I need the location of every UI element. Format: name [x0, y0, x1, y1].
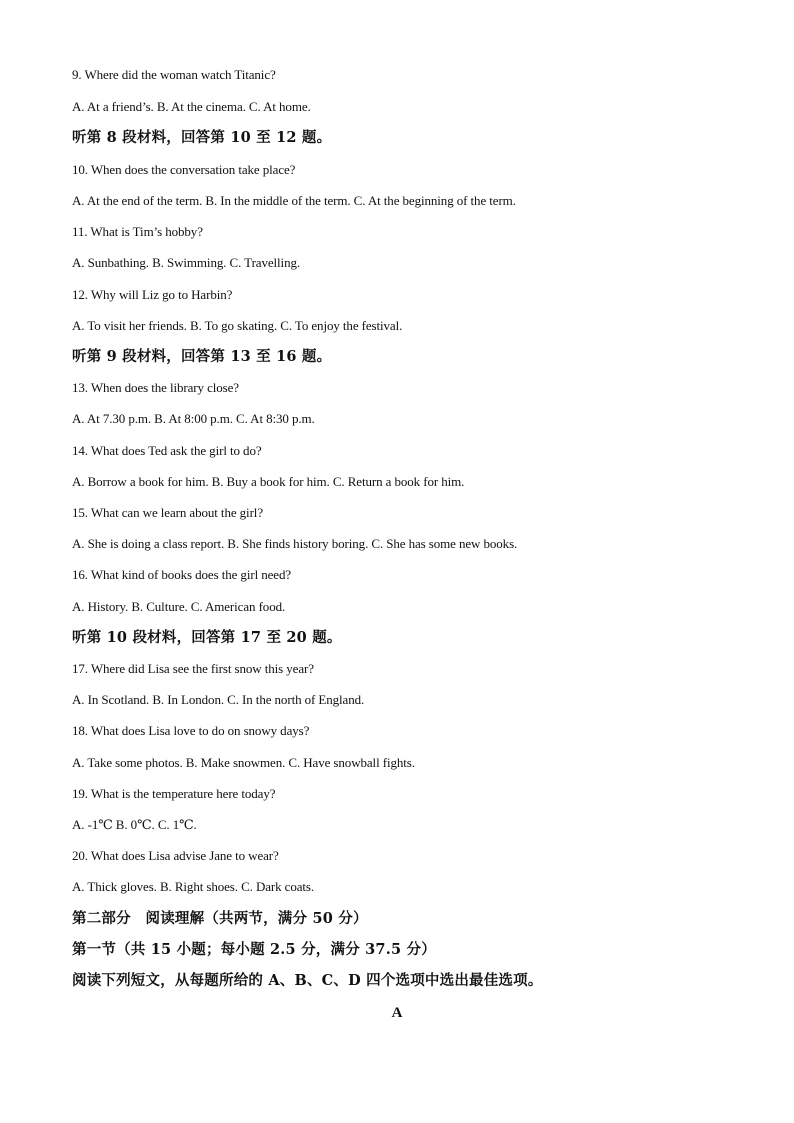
options-10: A. At the end of the term. B. In the middle of the term. C. At the beginning of the term. [72, 193, 516, 208]
question-17: 17. Where did Lisa see the first snow this year? [72, 661, 314, 676]
section-one-heading: 第一节（共 15 小题；每小题 2.5 分，满分 37.5 分） [72, 941, 436, 958]
question-19: 19. What is the temperature here today? [72, 786, 276, 801]
options-17: A. In Scotland. B. In London. C. In the north of England. [72, 692, 365, 707]
options-11: A. Sunbathing. B. Swimming. C. Travelling. [72, 255, 301, 270]
options-12: A. To visit her friends. B. To go skating. C. To enjoy the festival. [72, 318, 403, 333]
options-15: A. She is doing a class report. B. She finds history boring. C. She has some new books. [72, 536, 518, 551]
question-9: 9. Where did the woman watch Titanic? [72, 67, 276, 82]
question-11: 11. What is Tim’s hobby? [72, 224, 203, 239]
options-18: A. Take some photos. B. Make snowmen. C. Have snowball fights. [72, 755, 415, 770]
section-heading-8: 听第 8 段材料，回答第 10 至 12 题。 [72, 129, 332, 146]
section-heading-9: 听第 9 段材料，回答第 13 至 16 题。 [72, 348, 332, 365]
question-20: 20. What does Lisa advise Jane to wear? [72, 848, 279, 863]
question-16: 16. What kind of books does the girl need? [72, 567, 292, 582]
options-20: A. Thick gloves. B. Right shoes. C. Dark coats. [72, 879, 315, 894]
options-14: A. Borrow a book for him. B. Buy a book for him. C. Return a book for him. [72, 474, 465, 489]
question-15: 15. What can we learn about the girl? [72, 505, 263, 520]
part-two-heading: 第二部分 阅读理解（共两节，满分 50 分） [72, 910, 368, 927]
question-12: 12. Why will Liz go to Harbin? [72, 287, 233, 302]
question-13: 13. When does the library close? [72, 380, 239, 395]
question-14: 14. What does Ted ask the girl to do? [72, 443, 262, 458]
options-13: A. At 7.30 p.m. B. At 8:00 p.m. C. At 8:30 p.m. [72, 411, 315, 426]
passage-label: A [391, 1005, 403, 1021]
options-9: A. At a friend’s. B. At the cinema. C. At home. [72, 99, 311, 114]
question-18: 18. What does Lisa love to do on snowy days? [72, 723, 310, 738]
section-heading-10: 听第 10 段材料，回答第 17 至 20 题。 [72, 629, 342, 646]
reading-instructions: 阅读下列短文，从每题所给的 A、B、C、D 四个选项中选出最佳选项。 [72, 972, 543, 989]
options-16: A. History. B. Culture. C. American food. [72, 599, 286, 614]
question-10: 10. When does the conversation take place? [72, 162, 296, 177]
options-19: A. -1℃ B. 0℃. C. 1℃. [72, 817, 197, 832]
